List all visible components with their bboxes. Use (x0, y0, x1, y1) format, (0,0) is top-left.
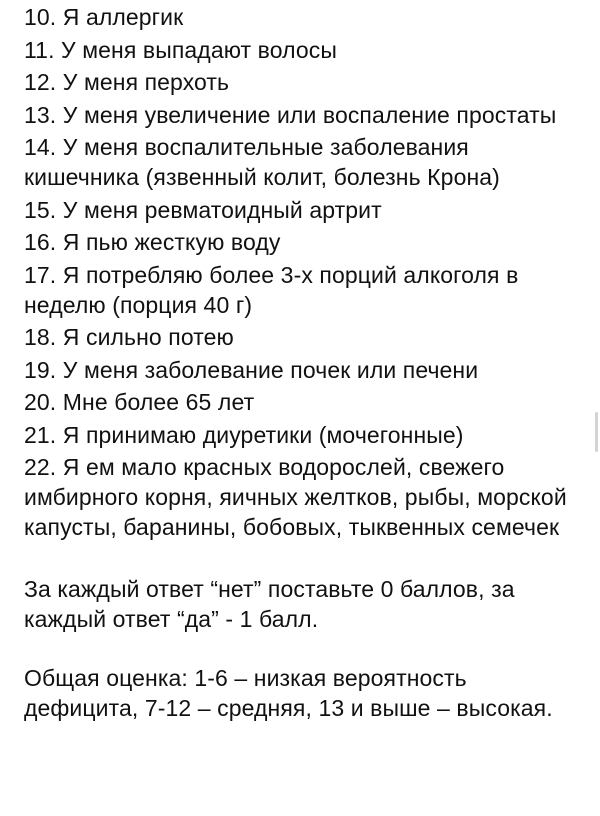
list-item: 17. Я потребляю более 3-х порций алкоголя в неделю (порция 40 г) (24, 261, 519, 318)
list-item: 21. Я принимаю диуретики (мочегонные) (24, 421, 464, 448)
scoring-instructions: За каждый ответ “нет” поставьте 0 баллов, за каждый ответ “да” - 1 балл. (24, 575, 515, 632)
list-item: 10. Я аллергик (24, 4, 184, 30)
list-item: 22. Я ем мало красных водорослей, свежего имбирного корня, яичных желтков, рыбы, морской капусты, баранины, бобовых, тыквенных семечек (24, 454, 567, 540)
message-body (24, 2, 584, 723)
score-summary: Общая оценка: 1-6 – низкая вероятность дефицита, 7-12 – средняя, 13 и выше – высокая. (24, 664, 553, 721)
scrollbar[interactable] (595, 412, 598, 452)
list-item: 14. У меня воспалительные заболевания кишечника (язвенный колит, болезнь Крона) (24, 134, 500, 190)
list-item: 16. Я пью жесткую воду (24, 229, 281, 255)
paragraph-spacer (24, 634, 584, 663)
list-item: 11. У меня выпадают волосы (24, 36, 338, 63)
paragraph-spacer (24, 545, 584, 574)
list-item: 12. У меня перхоть (24, 69, 230, 95)
list-item: 13. У меня увеличение или воспаление простаты (24, 101, 557, 128)
list-item: 19. У меня заболевание почек или печени (24, 356, 479, 383)
list-item: 18. Я сильно потею (24, 324, 234, 350)
list-item: 20. Мне более 65 лет (24, 389, 255, 415)
list-item: 15. У меня ревматоидный артрит (24, 196, 382, 223)
